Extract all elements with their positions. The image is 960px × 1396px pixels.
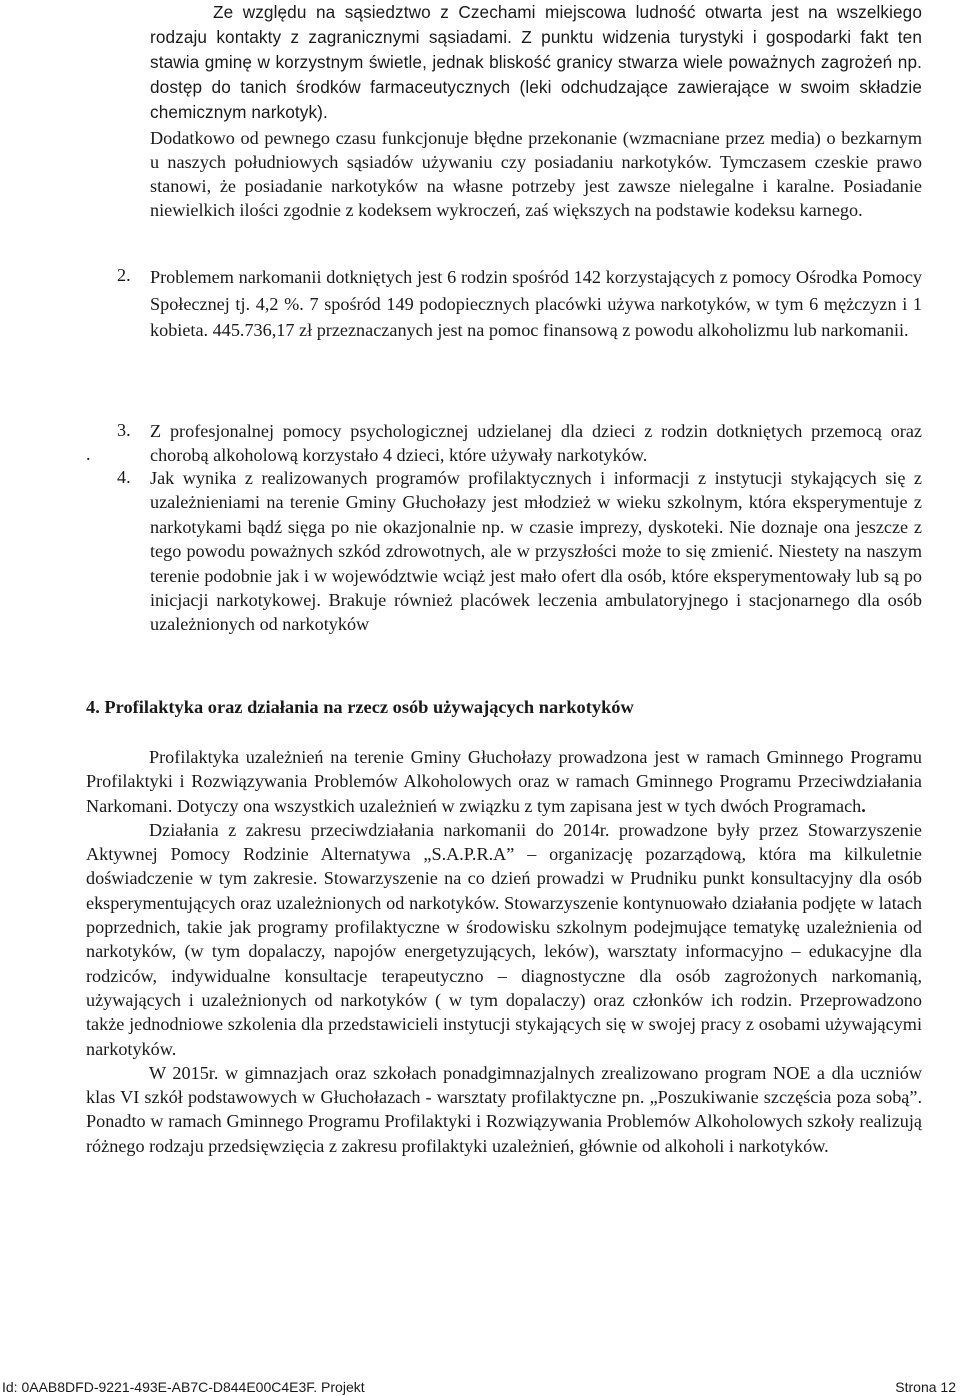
list-text: Jak wynika z realizowanych programów profilaktycznych i informacji z instytucji stykających się z uzależnieniami na terenie Gminy Głuchołazy jest młodzież w wieku szkolnym, która eksperymentuje z narkotykami bądź sięga po nie okazjonalnie np. w czasie imprezy, dyskoteki. Nie doznaje ona jeszcze z tego powodu poważnych szkód zdrowotnych, ale w przyszłości może to się zmienić. Niestety na naszym terenie podobnie jak i w województwie wciąż jest mało ofert dla osób, które eksperymentowały lub są po inicjacji narkotykowej. Brakuje również placówek leczenia ambulatoryjnego i stacjonarnego dla osób uzależnionych od narkotyków <box>150 468 922 635</box>
list-text: Problemem narkomanii dotkniętych jest 6 rodzin spośród 142 korzystających z pomocy Ośrodka Pomocy Społecznej tj. 4,2 %. 7 spośród 149 podopiecznych placówki używa narkotyków, w tym 6 mężczyzn i 1 kobieta. 445.736,17 zł przeznaczanych jest na pomoc finansową z powodu alkoholizmu lub narkomanii. <box>150 267 922 340</box>
section-paragraph-1-end: . <box>861 795 866 816</box>
margin-dot: . <box>86 444 91 464</box>
page-number: Strona 12 <box>895 1379 956 1395</box>
list-text: Z profesjonalnej pomocy psychologicznej udzielanej dla dzieci z rodzin dotkniętych przemocą oraz chorobą alkoholową korzystało 4 dzieci, które używały narkotyków. <box>150 421 922 465</box>
list-number: 4. <box>117 467 131 487</box>
section-paragraph-1 <box>86 745 922 818</box>
section-body <box>86 745 922 1158</box>
intro-paragraph <box>150 0 922 222</box>
section-paragraph-1-text: Profilaktyka uzależnień na terenie Gminy Głuchołazy prowadzona jest w ramach Gminnego Programu Profilaktyki i Rozwiązywania Problemów Alkoholowych oraz w ramach Gminnego Programu Przeciwdziałania Narkomani. Dotyczy ona wszystkich uzależnień w związku z tym zapisana jest w tych dwóch Programach <box>86 747 922 816</box>
section-paragraph-2: Działania z zakresu przeciwdziałania narkomanii do 2014r. prowadzone były przez Stowarzyszenie Aktywnej Pomocy Rodzinie Alternatywa „S.A.P.R.A” – organizację pozarządową, która ma kilkuletnie doświadczenie w tym zakresie. Stowarzyszenie na co dzień prowadzi w Prudniku punkt konsultacyjny dla osób eksperymentujących oraz uzależnionych od narkotyków. Stowarzyszenie kontynuowało działania podjęte w latach poprzednich, takie jak programy profilaktyczne w środowisku szkolnym podejmujące tematykę uzależnienia od narkotyków, (w tym dopalaczy, napojów energetyzujących, leków), warsztaty informacyjno – edukacyjne dla rodziców, indywidualne konsultacje terapeutyczno – diagnostyczne dla osób zagrożonych narkomanią, używających i uzależnionych od narkotyków ( w tym dopalaczy) oraz członków ich rodzin. Przeprowadzono także jednodniowe szkolenia dla przedstawicieli instytucji stykających się w swojej pracy z osobami używającymi narkotyków. <box>86 819 922 1059</box>
section-heading: 4. Profilaktyka oraz działania na rzecz osób używających narkotyków <box>86 697 634 717</box>
intro-serif-text: Dodatkowo od pewnego czasu funkcjonuje błędne przekonanie (wzmacniane przez media) o bezkarnym u naszych południowych sąsiadów używaniu czy posiadaniu narkotyków. Tymczasem czeskie prawo stanowi, że posiadanie narkotyków na własne potrzeby jest zawsze nielegalne i karalne. Posiadanie niewielkich ilości zgodnie z kodeksem wykroczeń, zaś większych na podstawie kodeksu karnego. <box>150 128 922 220</box>
document-id: Id: 0AAB8DFD-9221-493E-AB7C-D844E00C4E3F. Projekt <box>2 1379 365 1395</box>
intro-sans-text: Ze względu na sąsiedztwo z Czechami miejscowa ludność otwarta jest na wszelkiego rodzaju kontakty z zagranicznymi sąsiadami. Z punktu widzenia turystyki i gospodarki fakt ten stawia gminę w korzystnym świetle, jednak bliskość granicy stwarza wiele poważnych zagrożeń np. dostęp do tanich środków farmaceutycznych (leki odchudzające zawierające w swoim składzie chemicznym narkotyk). <box>150 2 922 122</box>
list-number: 3. <box>117 420 131 440</box>
list-number: 2. <box>117 265 131 285</box>
section-paragraph-3: W 2015r. w gimnazjach oraz szkołach ponadgimnazjalnych zrealizowano program NOE a dla uczniów klas VI szkół podstawowych w Głuchołazach - warsztaty profilaktyczne pn. „Poszukiwanie szczęścia poza sobą”. Ponadto w ramach Gminnego Programu Profilaktyki i Rozwiązywania Problemów Alkoholowych szkoły realizują różnego rodzaju przedsięwzięcia z zakresu profilaktyki uzależnień, głównie od alkoholi i narkotyków. <box>86 1062 922 1156</box>
